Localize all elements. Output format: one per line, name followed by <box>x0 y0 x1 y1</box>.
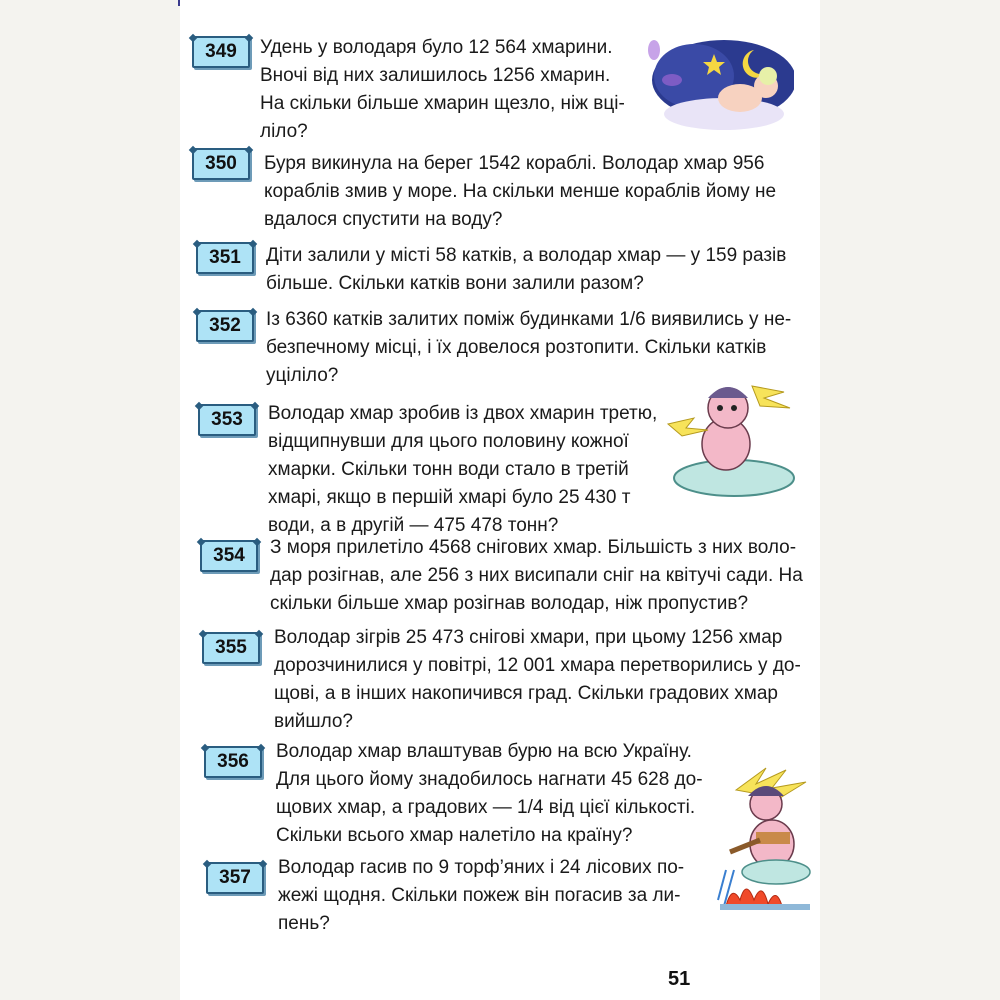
problem-number-badge: 354 <box>200 540 258 572</box>
text-line: Удень у володаря було 12 564 хмарини. <box>260 37 613 58</box>
text-line: Для цього йому знадобилось нагнати 45 628 до- <box>276 769 703 790</box>
problem-text <box>260 34 625 146</box>
problem-text <box>276 738 703 850</box>
text-line: скільки більше хмар розігнав володар, ніж пропустив? <box>270 593 749 614</box>
text-line: Володар гасив по 9 торф’яних і 24 лісових по- <box>278 857 685 878</box>
text-line: Володар хмар зробив із двох хмарин третю, <box>268 403 658 424</box>
text-line: хмарки. Скільки тонн води стало в третій <box>268 459 629 480</box>
text-line: вийшло? <box>274 711 353 732</box>
page-number: 51 <box>668 968 691 990</box>
problem-text <box>264 150 776 234</box>
problem-text <box>270 534 803 618</box>
problem-number-badge: 357 <box>206 862 264 894</box>
book-page <box>180 0 820 1000</box>
text-line: Із 6360 катків залитих поміж будинками 1/6 виявились у не- <box>266 309 792 330</box>
text-line: Вночі від них залишилось 1256 хмарин. <box>260 65 611 86</box>
text-line: Діти залили у місті 58 катків, а володар хмар — у 159 разів <box>266 245 787 266</box>
text-line: З моря прилетіло 4568 снігових хмар. Більшість з них воло- <box>270 537 797 558</box>
problem-number-badge: 349 <box>192 36 250 68</box>
cloud-lord-extinguishing-fire-illustration <box>716 760 816 910</box>
problem-number-badge: 355 <box>202 632 260 664</box>
sleeping-cloud-illustration <box>644 36 794 132</box>
text-line: кораблів змив у море. На скільки менше кораблів йому не <box>264 181 777 202</box>
problem-text <box>266 242 786 298</box>
text-line: Буря викинула на берег 1542 кораблі. Володар хмар 956 <box>264 153 765 174</box>
text-line: Володар хмар влаштував бурю на всю Україну. <box>276 741 692 762</box>
text-line: вдалося спустити на воду? <box>264 209 503 230</box>
problem-number-badge: 352 <box>196 310 254 342</box>
problem-number-badge: 353 <box>198 404 256 436</box>
text-line: пень? <box>278 913 330 934</box>
problem-text <box>274 624 801 736</box>
text-line: жежі щодня. Скільки пожеж він погасив за ли- <box>278 885 681 906</box>
problem-text <box>278 854 684 938</box>
problem-number-badge: 351 <box>196 242 254 274</box>
text-line: Скільки всього хмар налетіло на країну? <box>276 825 633 846</box>
text-line: ліло? <box>260 121 308 142</box>
cloud-lord-with-lightning-illustration <box>664 378 800 500</box>
problem-number-badge: 350 <box>192 148 250 180</box>
text-line: води, а в другій — 475 478 тонн? <box>268 515 559 536</box>
text-line: Володар зігрів 25 473 снігові хмари, при цьому 1256 хмар <box>274 627 783 648</box>
text-line: більше. Скільки катків вони залили разом? <box>266 273 644 294</box>
text-line: дар розігнав, але 256 з них висипали сніг на квітучі сади. На <box>270 565 803 586</box>
text-line: щові, а в інших накопичився град. Скільки градових хмар <box>274 683 778 704</box>
text-line: щових хмар, а градових — 1/4 від цієї кількості. <box>276 797 696 818</box>
text-line: відщипнувши для цього половину кожної <box>268 431 629 452</box>
problem-text <box>268 400 657 540</box>
text-line: уціліло? <box>266 365 339 386</box>
problem-number-badge: 356 <box>204 746 262 778</box>
text-line: На скільки більше хмарин щезло, ніж вці- <box>260 93 625 114</box>
text-line: хмарі, якщо в першій хмарі було 25 430 т <box>268 487 631 508</box>
text-line: дорозчинилися у повітрі, 12 001 хмара перетворились у до- <box>274 655 801 676</box>
text-line: безпечному місці, і їх довелося розтопити. Скільки катків <box>266 337 767 358</box>
